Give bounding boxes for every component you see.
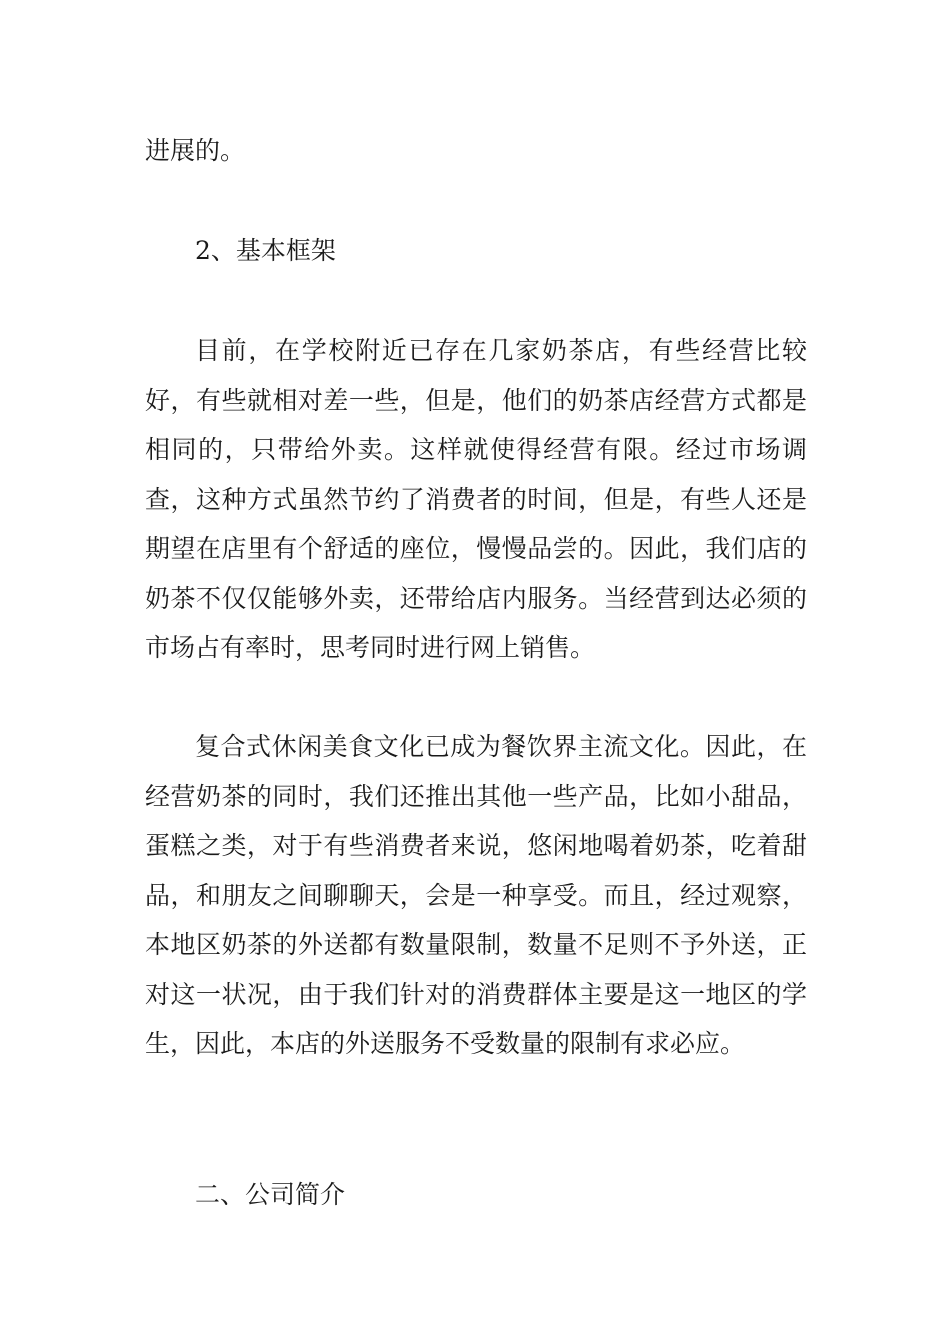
paragraph-composite-food-culture: 复合式休闲美食文化已成为餐饮界主流文化。因此，在经营奶茶的同时，我们还推出其他一些产品，比如小甜品，蛋糕之类，对于有些消费者来说，悠闲地喝着奶茶，吃着甜品，和朋友之间聊聊天，会是一种享受。而且，经过观察，本地区奶茶的外送都有数量限制，数量不足则不予外送，正对这一状况，由于我们针对的消费群体主要是这一地区的学生，因此，本店的外送服务不受数量的限制有求必应。 — [145, 732, 807, 1058]
section-heading-basic-framework: 2、基本框架 — [195, 236, 336, 265]
section-heading-company-profile: 二、公司简介 — [195, 1180, 346, 1209]
paragraph-current-market: 目前，在学校附近已存在几家奶茶店，有些经营比较好，有些就相对差一些，但是，他们的奶茶店经营方式都是相同的，只带给外卖。这样就使得经营有限。经过市场调查，这种方式虽然节约了消费者的时间，但是，有些人还是期望在店里有个舒适的座位，慢慢品尝的。因此，我们店的奶茶不仅仅能够外卖，还带给店内服务。当经营到达必须的市场占有率时，思考同时进行网上销售。 — [145, 336, 807, 662]
continued-text-fragment: 进展的。 — [145, 136, 246, 165]
